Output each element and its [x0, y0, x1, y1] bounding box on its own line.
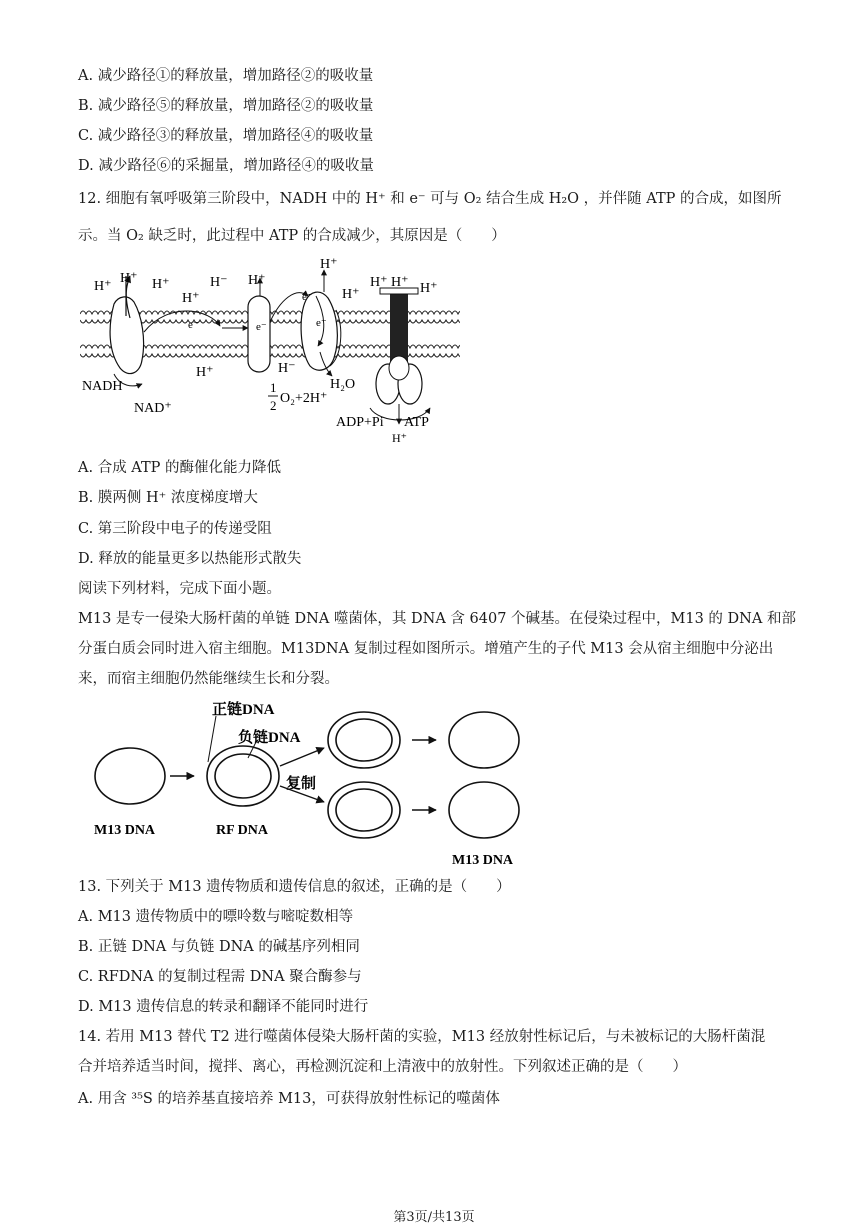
rf-dna-inner [215, 754, 271, 798]
q13-option-c: C. RFDNA 的复制过程需 DNA 聚合酶参与 [78, 969, 362, 985]
q14-stem-line1: 14. 若用 M13 替代 T2 进行噬菌体侵染大肠杆菌的实验，M13 经放射性标记后，与未被标记的大肠杆菌混 [78, 1029, 766, 1045]
q13-stem: 13. 下列关于 M13 遗传物质和遗传信息的叙述，正确的是（ ） [78, 879, 511, 895]
rf-copy-bottom-inner [336, 789, 392, 831]
label-m13-dna-left: M13 DNA [94, 823, 156, 838]
label-m13-dna-right: M13 DNA [452, 853, 514, 868]
label-half-num: 1 [270, 380, 277, 395]
complex-iii [248, 296, 270, 372]
material-paragraph-3: 来，而宿主细胞仍然能继续生长和分裂。 [78, 671, 339, 687]
label-e-2: e⁻ [256, 321, 267, 333]
label-negative-strand: 负链DNA [238, 730, 301, 746]
label-e-3: e⁻ [302, 291, 313, 303]
label-nadh: NADH [82, 379, 123, 394]
label-e-1: e⁻ [188, 319, 199, 331]
label-e-4: e⁻ [316, 317, 327, 329]
label-atp: ATP [404, 415, 429, 430]
label-h-plus-7: H⁺ [342, 287, 360, 302]
label-rf-dna: RF DNA [216, 823, 268, 838]
electron-transport-chain-diagram [80, 256, 460, 448]
q13-option-a: A. M13 遗传物质中的嘌呤数与嘧啶数相等 [78, 909, 354, 925]
complex-iv [301, 292, 341, 370]
label-h-plus-pair: H⁺ H⁺ [370, 275, 409, 290]
m13-dna-circle [95, 748, 165, 804]
label-positive-strand: 正链DNA [212, 702, 275, 718]
q14-stem-line2: 合并培养适当时间，搅拌、离心，再检测沉淀和上清液中的放射性。下列叙述正确的是（ ） [78, 1059, 687, 1075]
q13-option-d: D. M13 遗传信息的转录和翻译不能同时进行 [78, 999, 369, 1015]
q11-option-c: C. 减少路径③的释放量，增加路径④的吸收量 [78, 128, 374, 144]
label-h-plus-6: H⁺ [320, 257, 338, 272]
label-h-plus-3: H⁺ [152, 277, 170, 292]
q12-option-b: B. 膜两侧 H⁺ 浓度梯度增大 [78, 490, 258, 506]
q11-option-a: A. 减少路径①的释放量，增加路径②的吸收量 [78, 68, 374, 84]
label-h-minus-below: H⁻ [278, 361, 296, 376]
q12-option-a: A. 合成 ATP 的酶催化能力降低 [78, 460, 282, 476]
label-h-plus-1: H⁺ [94, 279, 112, 294]
material-paragraph-2: 分蛋白质会同时进入宿主细胞。M13DNA 复制过程如图所示。增殖产生的子代 M13 会从宿主细胞中分泌出 [78, 641, 774, 657]
label-adp-pi: ADP+Pi [336, 415, 384, 430]
m13-progeny-bottom [449, 782, 519, 838]
page-footer: 第3页/共13页 [393, 1210, 475, 1225]
q11-option-d: D. 减少路径⑥的采掘量，增加路径④的吸收量 [78, 158, 374, 174]
material-paragraph-1: M13 是专一侵染大肠杆菌的单链 DNA 噬菌体，其 DNA 含 6407 个碱基。在侵染过程中，M13 的 DNA 和部 [78, 611, 796, 627]
label-h-minus: H⁻ [210, 275, 228, 290]
rf-copy-top-inner [336, 719, 392, 761]
q14-option-a: A. 用含 ³⁵S 的培养基直接培养 M13，可获得放射性标记的噬菌体 [78, 1091, 500, 1107]
label-h-plus-below: H⁺ [196, 365, 214, 380]
label-h-plus-5: H⁺ [248, 273, 266, 288]
label-o2: O₂+2H⁺ [280, 391, 328, 406]
q12-stem-line2: 示。当 O₂ 缺乏时，此过程中 ATP 的合成减少，其原因是（ ） [78, 228, 506, 244]
label-h2o: H₂O [330, 377, 356, 392]
label-nad-plus: NAD⁺ [134, 401, 172, 416]
m13-progeny-top [449, 712, 519, 768]
q13-option-b: B. 正链 DNA 与负链 DNA 的碱基序列相同 [78, 939, 360, 955]
label-replicate: 复制 [286, 776, 317, 792]
material-intro: 阅读下列材料，完成下面小题。 [78, 581, 281, 597]
complex-i [110, 276, 144, 374]
q12-stem-line1: 12. 细胞有氧呼吸第三阶段中，NADH 中的 H⁺ 和 e⁻ 可与 O₂ 结合生成 H₂O ，并伴随 ATP 的合成，如图所 [78, 191, 782, 207]
q12-option-d: D. 释放的能量更多以热能形式散失 [78, 551, 302, 567]
label-h-plus-atp: H⁺ [392, 431, 407, 445]
label-h-plus-2: H⁺ [120, 271, 138, 286]
label-h-plus-4: H⁺ [182, 291, 200, 306]
label-h-plus-8: H⁺ [420, 281, 438, 296]
label-half-den: 2 [270, 398, 277, 413]
q11-option-b: B. 减少路径⑤的释放量，增加路径②的吸收量 [78, 98, 374, 114]
q12-option-c: C. 第三阶段中电子的传递受阻 [78, 521, 272, 537]
m13-replication-diagram [88, 694, 548, 869]
